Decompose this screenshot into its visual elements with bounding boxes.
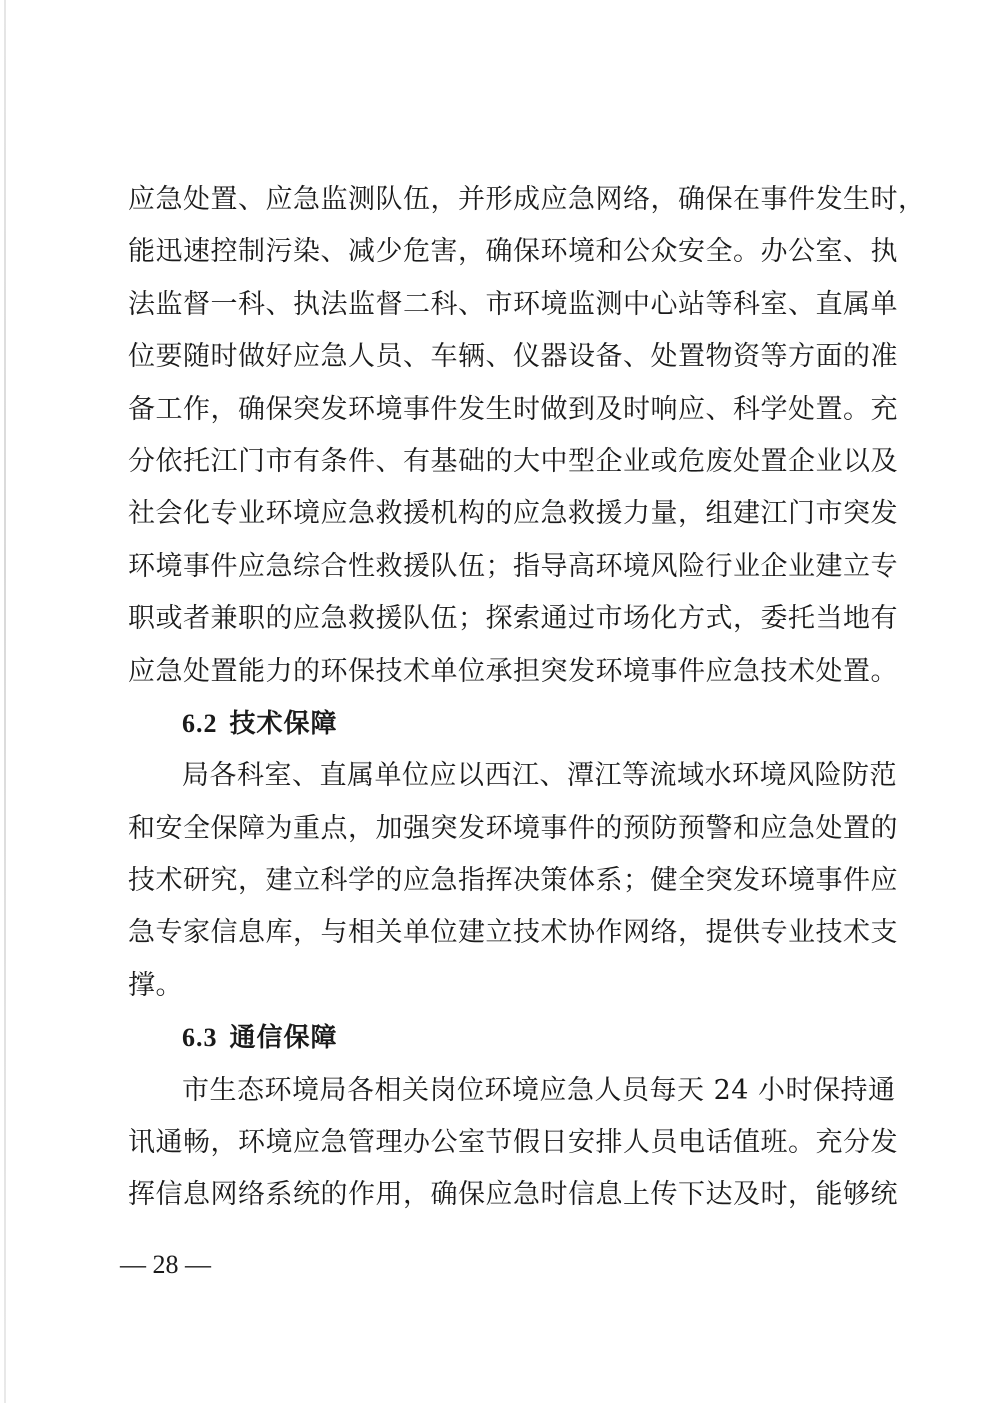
text-line: 挥信息网络系统的作用，确保应急时信息上传下达及时，能够统 (128, 1179, 898, 1211)
text-line: 环境事件应急综合性救援队伍；指导高环境风险行业企业建立专 (128, 550, 898, 582)
text-line: 应急处置能力的环保技术单位承担突发环境事件应急技术处置。 (128, 655, 898, 687)
paragraph-6-1-continued (128, 174, 926, 698)
text-line: 讯通畅，环境应急管理办公室节假日安排人员电话值班。充分发 (128, 1127, 898, 1159)
text-line: 职或者兼职的应急救援队伍；探索通过市场化方式，委托当地有 (128, 603, 898, 635)
text-line: 技术研究，建立科学的应急指挥决策体系；健全突发环境事件应 (128, 865, 898, 897)
section-title: 技术保障 (229, 708, 338, 739)
text-line: 位要随时做好应急人员、车辆、仪器设备、处置物资等方面的准 (128, 341, 898, 373)
section-title: 通信保障 (229, 1023, 338, 1054)
text-line: 和安全保障为重点，加强突发环境事件的预防预警和应急处置的 (128, 812, 898, 844)
paragraph-6-2 (128, 750, 898, 1012)
text-line: 能迅速控制污染、减少危害，确保环境和公众安全。办公室、执 (128, 236, 898, 268)
section-heading-6-3 (128, 1012, 860, 1064)
paragraph-6-3 (128, 1065, 898, 1222)
text-line: 局各科室、直属单位应以西江、潭江等流域水环境风险防范 (182, 760, 897, 792)
section-number: 6.2 (182, 708, 218, 738)
text-line: 撑。 (128, 969, 183, 1001)
text-line: 市生态环境局各相关岗位环境应急人员每天 24 小时保持通 (182, 1074, 896, 1106)
text-line: 应急处置、应急监测队伍，并形成应急网络，确保在事件发生时， (128, 184, 926, 215)
section-heading-6-2 (128, 698, 860, 750)
page-number: — 28 — (120, 1250, 211, 1279)
scan-page-edge (4, 0, 6, 1403)
text-line: 急专家信息库，与相关单位建立技术协作网络，提供专业技术支 (128, 917, 898, 949)
document-body (128, 174, 926, 1222)
text-line: 分依托江门市有条件、有基础的大中型企业或危废处置企业以及 (128, 445, 898, 477)
text-line: 法监督一科、执法监督二科、市环境监测中心站等科室、直属单 (128, 288, 898, 320)
section-number: 6.3 (182, 1023, 218, 1053)
text-line: 社会化专业环境应急救援机构的应急救援力量，组建江门市突发 (128, 498, 898, 530)
text-line: 备工作，确保突发环境事件发生时做到及时响应、科学处置。充 (128, 393, 898, 425)
